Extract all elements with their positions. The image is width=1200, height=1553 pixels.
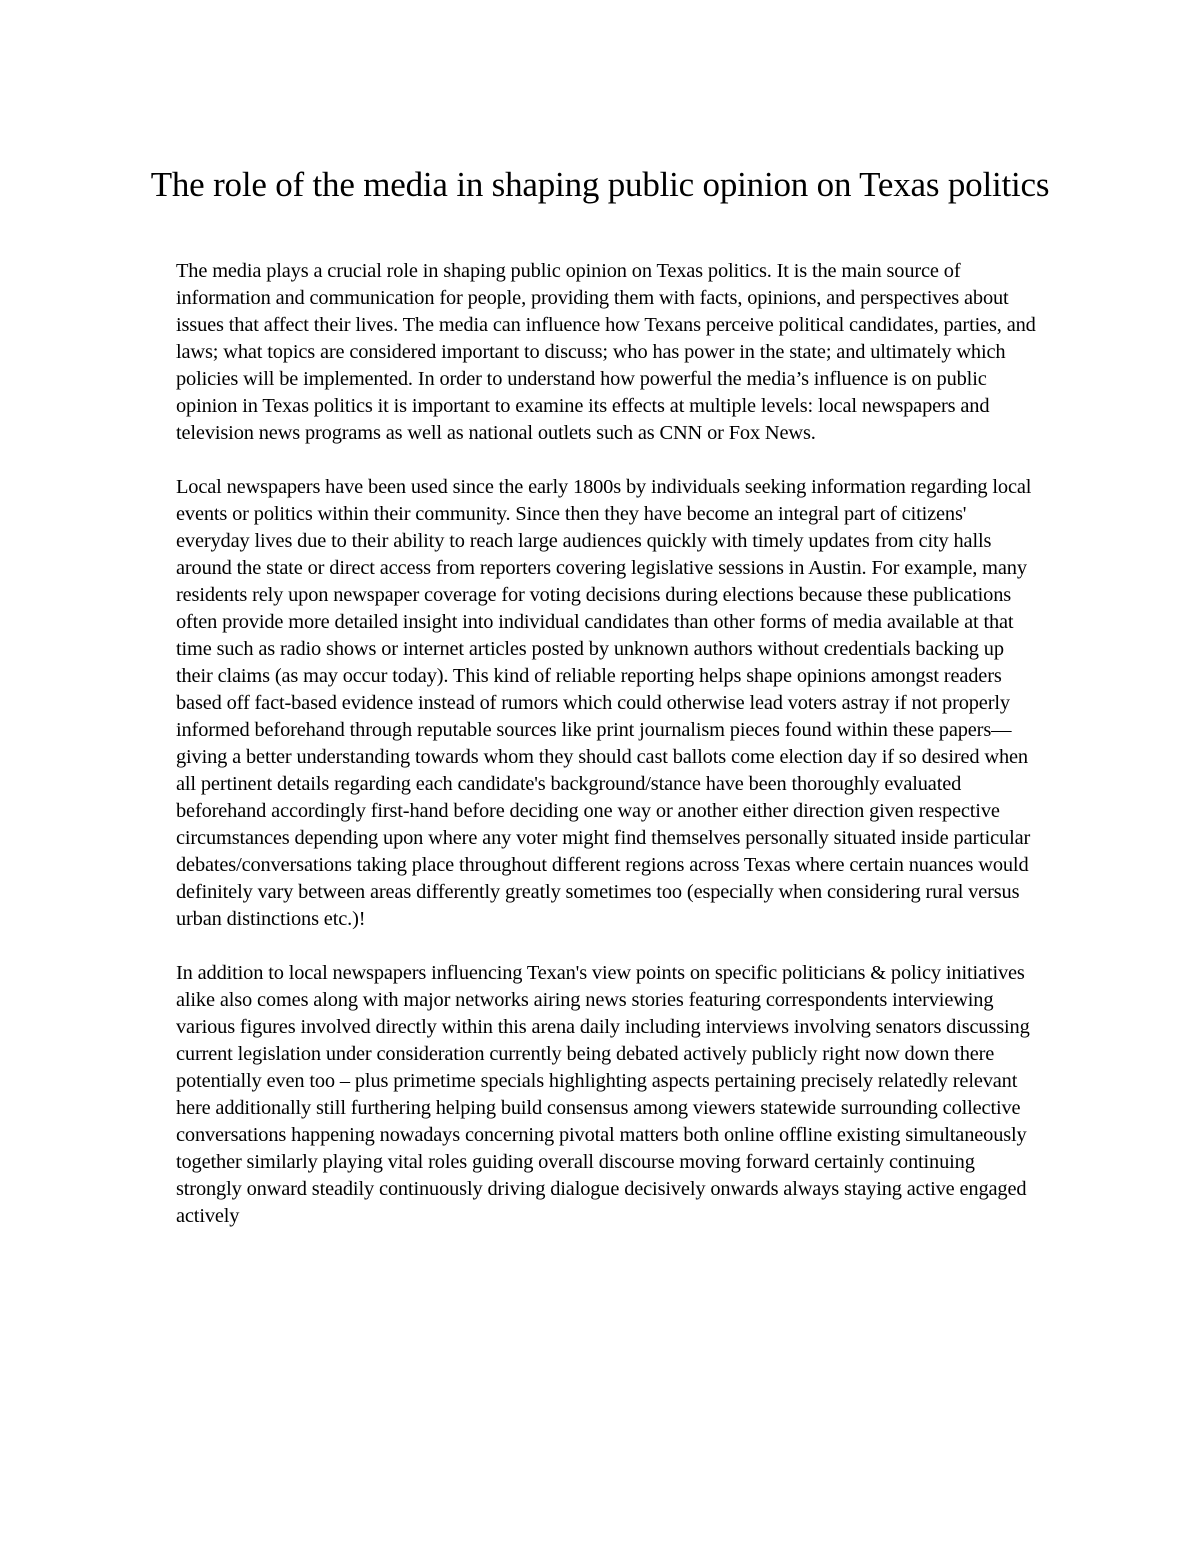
- document-body: [176, 258, 1036, 1257]
- paragraph-3: In addition to local newspapers influencing Texan's view points on specific politicians & policy initiatives alike also comes along with major networks airing news stories featuring correspondents interviewing various figures involved directly within this arena daily including interviews involving senators discussing current legislation under consideration currently being debated actively publicly right now down there potentially even too – plus primetime specials highlighting aspects pertaining precisely relatedly relevant here additionally still furthering helping build consensus among viewers statewide surrounding collective conversations happening nowadays concerning pivotal matters both online offline existing simultaneously together similarly playing vital roles guiding overall discourse moving forward certainly continuing strongly onward steadily continuously driving dialogue decisively onwards always staying active engaged actively: [176, 962, 1030, 1227]
- paragraph-1: The media plays a crucial role in shaping public opinion on Texas politics. It is the main source of information and communication for people, providing them with facts, opinions, and perspectives about issues that affect their lives. The media can influence how Texans perceive political candidates, parties, and laws; what topics are considered important to discuss; who has power in the state; and ultimately which policies will be implemented. In order to understand how powerful the media’s influence is on public opinion in Texas politics it is important to examine its effects at multiple levels: local newspapers and television news programs as well as national outlets such as CNN or Fox News.: [176, 260, 1036, 444]
- document-title: The role of the media in shaping public opinion on Texas politics: [150, 165, 1050, 204]
- paragraph-2: Local newspapers have been used since the early 1800s by individuals seeking information regarding local events or politics within their community. Since then they have become an integral part of citizens' everyday lives due to their ability to reach large audiences quickly with timely updates from city halls around the state or direct access from reporters covering legislative sessions in Austin. For example, many residents rely upon newspaper coverage for voting decisions during elections because these publications often provide more detailed insight into individual candidates than other forms of media available at that time such as radio shows or internet articles posted by unknown authors without credentials backing up their claims (as may occur today). This kind of reliable reporting helps shape opinions amongst readers based off fact-based evidence instead of rumors which could otherwise lead voters astray if not properly informed beforehand through reputable sources like print journalism pieces found within these papers—giving a better understanding towards whom they should cast ballots come election day if so desired when all pertinent details regarding each candidate's background/stance have been thoroughly evaluated beforehand accordingly first-hand before deciding one way or another either direction given respective circumstances depending upon where any voter might find themselves personally situated inside particular debates/conversations taking place throughout different regions across Texas where certain nuances would definitely vary between areas differently greatly sometimes too (especially when considering rural versus urban distinctions etc.)!: [176, 476, 1032, 930]
